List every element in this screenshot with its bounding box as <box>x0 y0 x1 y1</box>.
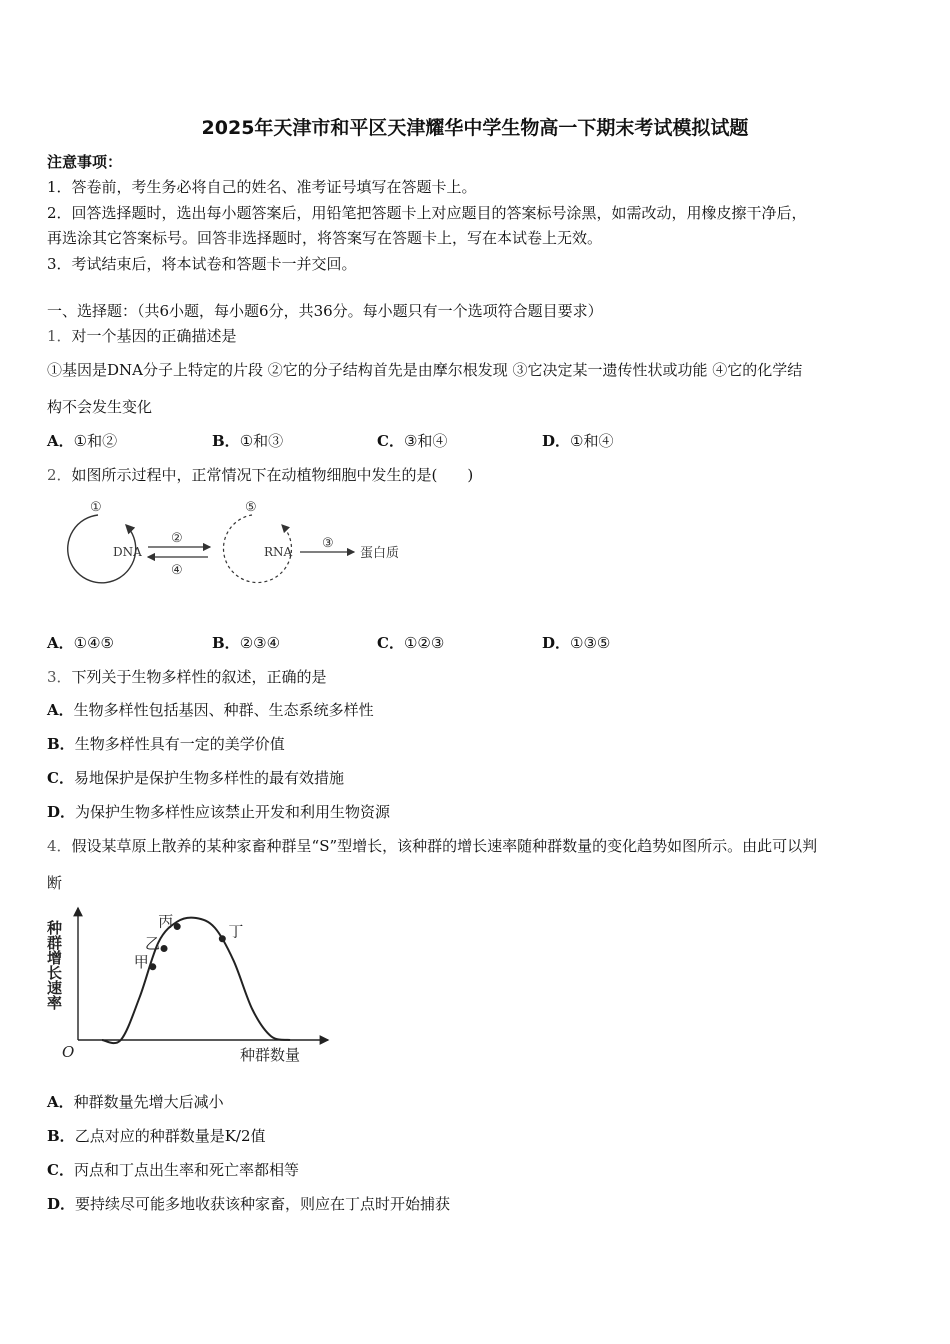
notice-line: 再选涂其它答案标号。回答非选择题时，将答案写在答题卡上，写在本试卷上无效。 <box>47 229 603 247</box>
notice-line: 3．考试结束后，将本试卷和答题卡一并交回。 <box>47 255 357 273</box>
point-label-2: 丙 <box>158 912 174 931</box>
page-title: 2025年天津市和平区天津耀华中学生物高一下期末考试模拟试题 <box>201 117 749 139</box>
question-number: 3． <box>47 668 72 686</box>
question-4-stem <box>47 836 817 856</box>
question-4-stem-cont: 断 <box>47 874 63 892</box>
option-a[interactable]: A．①和② <box>47 432 118 450</box>
question-3-stem <box>47 667 327 687</box>
point-label-1: 乙 <box>145 934 161 953</box>
option-d[interactable]: D．①和④ <box>542 432 614 450</box>
marker-2: ② <box>171 531 183 546</box>
section-heading: 一、选择题：（共6小题，每小题6分，共36分。每小题只有一个选项符合题目要求） <box>47 302 603 320</box>
marker-1: ① <box>90 500 102 515</box>
point-label-3: 丁 <box>228 922 244 941</box>
rna-label: RNA <box>264 545 293 559</box>
question-number: 1． <box>47 327 72 345</box>
question-text: 假设某草原上散养的某种家畜种群呈“S”型增长，该种群的增长速率随种群数量的变化趋势如图所示。由此可以判 <box>71 837 818 855</box>
question-text: 下列关于生物多样性的叙述，正确的是 <box>71 668 327 686</box>
x-axis-label: 种群数量 <box>240 1046 301 1064</box>
option-c[interactable]: C．易地保护是保护生物多样性的最有效措施 <box>47 769 344 787</box>
marker-4: ④ <box>171 563 183 578</box>
option-b[interactable]: B．生物多样性具有一定的美学价值 <box>47 735 285 753</box>
option-b[interactable]: B．①和③ <box>212 432 284 450</box>
point-2 <box>174 923 181 930</box>
q1-statements-line1: ①基因是DNA分子上特定的片段 ②它的分子结构首先是由摩尔根发现 ③它决定某一遗传性状或功能 ④它的化学结 <box>47 361 803 379</box>
point-1 <box>161 945 168 952</box>
option-a[interactable]: A．生物多样性包括基因、种群、生态系统多样性 <box>47 701 374 719</box>
y-axis-label: 种群增长速率 <box>45 920 63 1010</box>
growth-rate-curve <box>102 918 290 1044</box>
point-3 <box>219 935 226 942</box>
central-dogma-diagram <box>50 495 420 595</box>
point-0 <box>149 963 156 970</box>
question-text: 对一个基因的正确描述是 <box>71 327 237 345</box>
marker-3: ③ <box>322 536 334 551</box>
origin-label: O <box>62 1043 75 1061</box>
option-d[interactable]: D．①③⑤ <box>542 634 611 652</box>
option-a[interactable]: A．种群数量先增大后减小 <box>47 1093 224 1111</box>
option-a[interactable]: A．①④⑤ <box>47 634 114 652</box>
question-1-stem <box>47 326 237 346</box>
option-c[interactable]: C．①②③ <box>377 634 445 652</box>
protein-label: 蛋白质 <box>360 546 400 561</box>
question-text: 如图所示过程中，正常情况下在动植物细胞中发生的是( ) <box>71 466 474 484</box>
option-d[interactable]: D．为保护生物多样性应该禁止开发和利用生物资源 <box>47 803 391 821</box>
notice-line: 1．答卷前，考生务必将自己的姓名、准考证号填写在答题卡上。 <box>47 178 477 196</box>
notice-line: 2．回答选择题时，选出每小题答案后，用铅笔把答题卡上对应题目的答案标号涂黑，如需改动，用橡皮擦干净后， <box>47 204 807 222</box>
question-number: 4． <box>47 837 72 855</box>
growth-rate-chart <box>40 900 340 1070</box>
question-number: 2． <box>47 466 72 484</box>
option-c[interactable]: C．丙点和丁点出生率和死亡率都相等 <box>47 1161 299 1179</box>
point-label-0: 甲 <box>133 952 149 971</box>
option-b[interactable]: B．乙点对应的种群数量是K/2值 <box>47 1127 266 1145</box>
question-2-stem <box>47 465 473 485</box>
dna-label: DNA <box>113 545 142 559</box>
marker-5: ⑤ <box>245 500 257 515</box>
q1-statements-line2: 构不会发生变化 <box>47 398 153 416</box>
option-b[interactable]: B．②③④ <box>212 634 281 652</box>
option-c[interactable]: C．③和④ <box>377 432 448 450</box>
notice-heading: 注意事项： <box>47 153 123 171</box>
option-d[interactable]: D．要持续尽可能多地收获该种家畜，则应在丁点时开始捕获 <box>47 1195 451 1213</box>
